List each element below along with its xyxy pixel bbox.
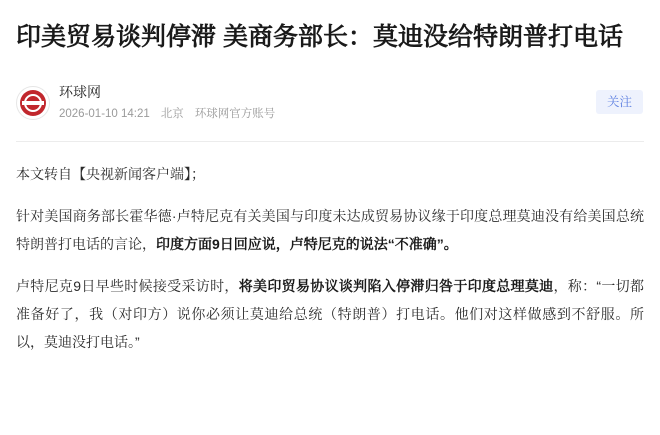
byline-text: [59, 82, 275, 121]
article-paragraph: [16, 272, 644, 356]
source-name[interactable]: 环球网: [59, 84, 101, 100]
article-meta: [59, 107, 275, 121]
timestamp: 2026-01-10 14:21: [59, 108, 150, 120]
article-body: [16, 160, 644, 356]
article-paragraph: [16, 160, 644, 188]
paragraph-text: 本文转自【央视新闻客户端】；: [16, 166, 205, 182]
paragraph-text: 卢特尼克9日早些时候接受采访时，: [16, 278, 239, 294]
paragraph-text: 针对美国商务部长霍华德·卢特尼克有关美国与印度未达成贸易协议缘于印度总理莫迪没有给美国总统特朗普打电话的言论，: [16, 208, 644, 252]
article-paragraph: [16, 202, 644, 258]
divider: [16, 141, 644, 142]
paragraph-emphasis: 印度方面9日回应说，卢特尼克的说法“不准确”。: [156, 236, 458, 252]
globe-logo-icon: [16, 86, 50, 120]
account-description: 环球网官方账号: [194, 108, 276, 120]
follow-button[interactable]: 关注: [596, 90, 643, 114]
page-title: 印美贸易谈判停滞 美商务部长：莫迪没给特朗普打电话: [16, 23, 623, 51]
paragraph-emphasis: 将美印贸易协议谈判陷入停滞归咎于印度总理莫迪: [238, 278, 554, 294]
location: 北京: [160, 108, 184, 120]
avatar-bar: [22, 101, 44, 105]
byline: [16, 82, 644, 126]
paragraph-text: ，称：“一切都准备好了，我（对印方）说你必须让莫迪给总统（特朗普）打电话。他们对这样做感到不舒服。所以，莫迪没打电话。”: [16, 278, 644, 350]
